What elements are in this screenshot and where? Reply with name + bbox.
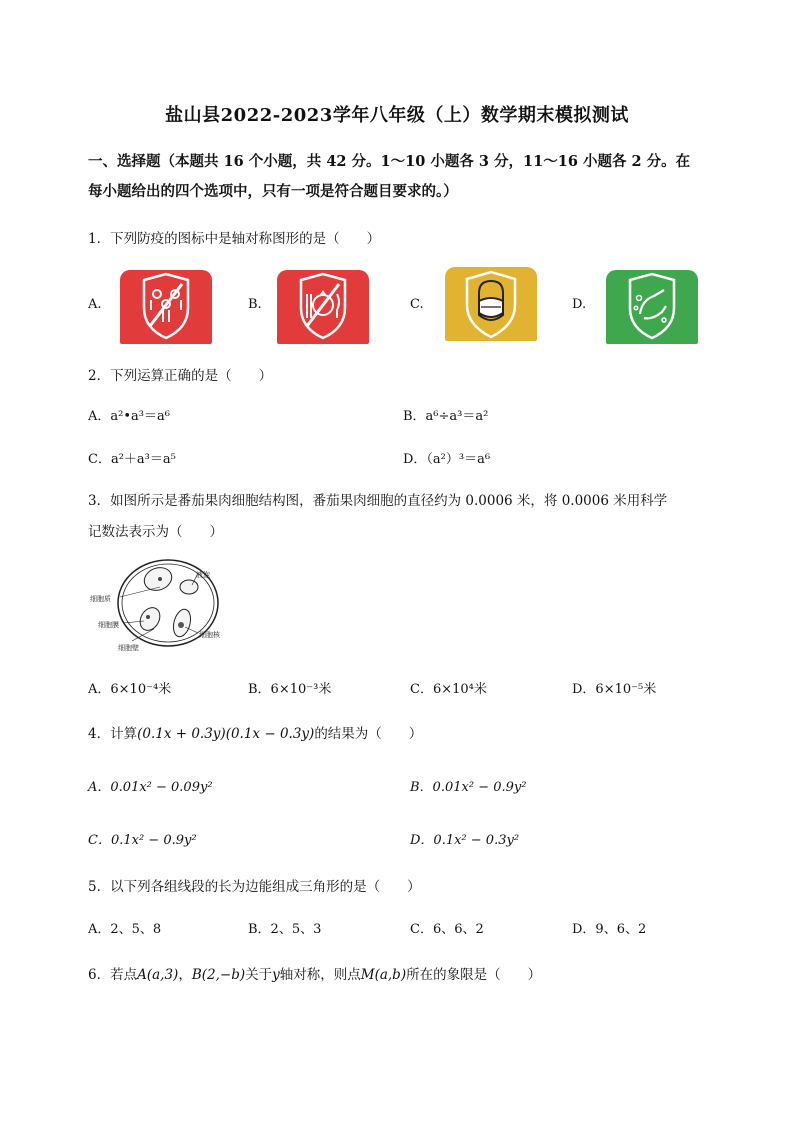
q6-point-a: A(a,3) bbox=[137, 967, 179, 983]
q3-option-b: B．6×10⁻³米 bbox=[248, 682, 332, 697]
q3-stem-line2: 记数法表示为（ ） bbox=[88, 524, 223, 540]
q4-stem-expression: (0.1x + 0.3y)(0.1x − 0.3y) bbox=[137, 726, 315, 742]
q2-option-d: D．（a²）³＝a⁶ bbox=[403, 452, 491, 467]
q6-part2: ， bbox=[178, 967, 192, 983]
q2-option-c: C．a²＋a³＝a⁵ bbox=[88, 452, 176, 467]
q2-option-b: B．a⁶÷a³＝a² bbox=[403, 409, 489, 424]
q5-stem: 5．以下列各组线段的长为边能组成三角形的是（ ） bbox=[88, 879, 421, 895]
wear-mask-icon bbox=[445, 267, 537, 341]
q4-option-d: D．0.1x² − 0.3y² bbox=[410, 833, 520, 848]
label-cytoplasm: 细胞质 bbox=[90, 595, 111, 603]
q6-part3: 关于 bbox=[245, 967, 273, 983]
q4-stem bbox=[88, 722, 422, 742]
q1-label-d: D. bbox=[572, 297, 587, 312]
q5-option-b: B．2、5、3 bbox=[248, 922, 322, 937]
q1-stem: 1．下列防疫的图标中是轴对称图形的是（ ） bbox=[88, 231, 381, 247]
q4-option-a: A．0.01x² − 0.09y² bbox=[88, 780, 213, 795]
q6-axis: y bbox=[272, 967, 280, 983]
q2-option-a: A．a²•a³＝a⁶ bbox=[88, 409, 170, 424]
q3-option-c: C．6×10⁴米 bbox=[410, 682, 487, 697]
label-nucleus: 细胞核 bbox=[199, 631, 220, 639]
q1-label-b: B. bbox=[248, 297, 262, 312]
q2-stem: 2．下列运算正确的是（ ） bbox=[88, 368, 273, 384]
q3-stem-line1: 3．如图所示是番茄果肉细胞结构图，番茄果肉细胞的直径约为 0.0006 米，将 0.0006 米用科学 bbox=[88, 493, 668, 509]
wash-hands-icon bbox=[606, 270, 698, 344]
label-membrane: 细胞膜 bbox=[98, 621, 119, 629]
q3-option-a: A．6×10⁻⁴米 bbox=[88, 682, 172, 697]
q6-point-m: M(a,b) bbox=[360, 967, 407, 983]
q3-option-d: D．6×10⁻⁵米 bbox=[572, 682, 657, 697]
label-vacuole: 液泡 bbox=[196, 571, 210, 579]
q6-stem bbox=[88, 963, 541, 983]
cell-diagram bbox=[88, 557, 248, 653]
label-wall: 细胞壁 bbox=[118, 644, 139, 652]
section-heading-line1: 一、选择题（本题共 16 个小题，共 42 分。1～10 小题各 3 分，11～16 小题各 2 分。在 bbox=[88, 153, 691, 170]
q5-option-c: C．6、6、2 bbox=[410, 922, 484, 937]
q6-part5: 所在的象限是（ ） bbox=[406, 967, 542, 983]
q5-option-a: A．2、5、8 bbox=[88, 922, 162, 937]
q6-part1: 6．若点 bbox=[88, 967, 138, 983]
q4-option-b: B．0.01x² − 0.9y² bbox=[410, 780, 527, 795]
no-dining-icon bbox=[277, 270, 369, 344]
q1-label-c: C. bbox=[410, 297, 424, 312]
q1-label-a: A. bbox=[88, 297, 102, 312]
q4-stem-suffix: 的结果为（ ） bbox=[314, 726, 423, 742]
q4-option-c: C．0.1x² − 0.9y² bbox=[88, 833, 197, 848]
q5-option-d: D．9、6、2 bbox=[572, 922, 647, 937]
section-heading-line2: 每小题给出的四个选项中，只有一项是符合题目要求的。） bbox=[88, 183, 458, 200]
page-title: 盐山县2022-2023学年八年级（上）数学期末模拟测试 bbox=[165, 105, 629, 126]
no-gathering-icon bbox=[120, 270, 212, 344]
q4-stem-prefix: 4．计算 bbox=[88, 726, 138, 742]
q6-point-b: B(2,−b) bbox=[191, 967, 246, 983]
q6-part4: 轴对称，则点 bbox=[279, 967, 361, 983]
